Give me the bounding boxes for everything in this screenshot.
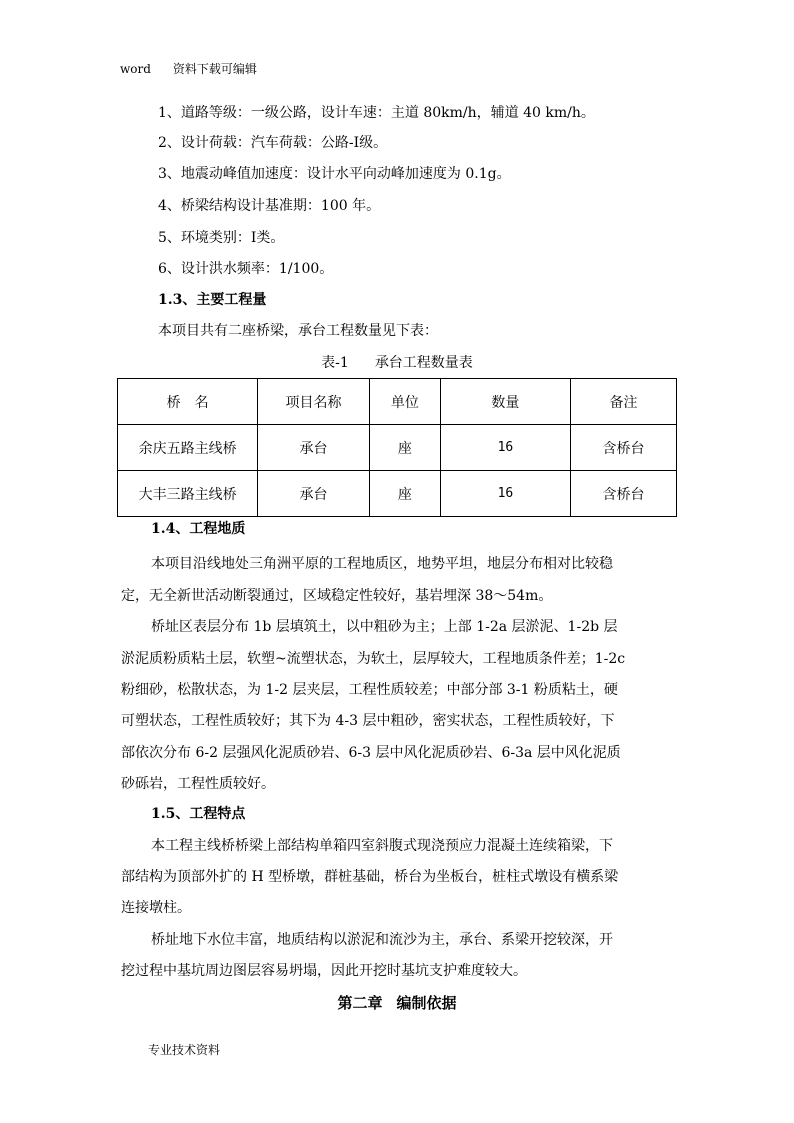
- table-caption: [0, 352, 794, 372]
- paragraph-line: 淤泥质粉质粘土层，软塑~流塑状态，为软土，层厚较大，工程地质条件差；1-2c: [121, 651, 626, 667]
- table-cell: 16: [440, 425, 570, 471]
- list-item: 4、桥梁结构设计基准期：100 年。: [158, 198, 381, 214]
- paragraph-line: 部依次分布 6-2 层强风化泥质砂岩、6-3 层中风化泥质砂岩、6-3a 层中风化泥质: [121, 745, 621, 761]
- table-cell: 余庆五路主线桥: [118, 425, 258, 471]
- paragraph-line: 粉细砂，松散状态，为 1-2 层夹层，工程性质较差；中部分部 3-1 粉质粘土，硬: [121, 682, 618, 698]
- table-cell: 承台: [258, 471, 370, 517]
- list-item: 6、设计洪水频率：1/100。: [158, 261, 334, 277]
- paragraph-line: 本工程主线桥桥梁上部结构单箱四室斜腹式现浇预应力混凝土连续箱梁，下: [151, 838, 613, 854]
- paragraph-line: 本项目沿线地处三角洲平原的工程地质区，地势平坦，地层分布相对比较稳: [151, 556, 613, 572]
- header-left: word: [120, 62, 151, 76]
- list-item: 3、地震动峰值加速度：设计水平向动峰加速度为 0.1g。: [158, 166, 511, 182]
- table-header-cell: 单位: [369, 379, 440, 425]
- table-caption-number: 表-1: [321, 355, 349, 371]
- paragraph-line: 桥址区表层分布 1b 层填筑土，以中粗砂为主；上部 1-2a 层淤泥、1-2b 层: [151, 619, 618, 635]
- chapter-number: 第二章: [337, 994, 383, 1012]
- table-header-cell: 备注: [570, 379, 676, 425]
- table-cell: 大丰三路主线桥: [118, 471, 258, 517]
- table-caption-title: 承台工程数量表: [374, 355, 473, 371]
- quantity-table: [117, 378, 677, 517]
- page-footer: 专业技术资料: [148, 1043, 221, 1057]
- paragraph-line: 挖过程中基坑周边图层容易坍塌，因此开挖时基坑支护难度较大。: [121, 963, 527, 979]
- table-cell: 16: [440, 471, 570, 517]
- list-item: 5、环境类别：Ⅰ类。: [158, 230, 285, 246]
- chapter-heading: [0, 992, 794, 1013]
- table-header-cell: 桥 名: [118, 379, 258, 425]
- table-header-cell: 项目名称: [258, 379, 370, 425]
- paragraph-line: 桥址地下水位丰富，地质结构以淤泥和流沙为主，承台、系梁开挖较深，开: [151, 932, 613, 948]
- paragraph-line: 部结构为顶部外扩的 H 型桥墩，群桩基础，桥台为坐板台，桩柱式墩设有横系梁: [121, 869, 619, 885]
- table-row: [118, 471, 677, 517]
- section-heading-1-3: 1.3、主要工程量: [158, 292, 267, 308]
- table-cell: 含桥台: [570, 471, 676, 517]
- chapter-title: 编制依据: [396, 994, 457, 1012]
- table-cell: 座: [369, 425, 440, 471]
- section-heading-1-5: 1.5、工程特点: [151, 806, 246, 822]
- page-header: [120, 60, 257, 77]
- table-cell: 含桥台: [570, 425, 676, 471]
- table-header-row: [118, 379, 677, 425]
- paragraph-line: 砂砾岩，工程性质较好。: [121, 776, 275, 792]
- paragraph-line: 可塑状态，工程性质较好；其下为 4-3 层中粗砂，密实状态，工程性质较好，下: [121, 713, 615, 729]
- table-cell: 座: [369, 471, 440, 517]
- table-header-cell: 数量: [440, 379, 570, 425]
- section-heading-1-4: 1.4、工程地质: [151, 521, 246, 537]
- paragraph-line: 连接墩柱。: [121, 900, 191, 916]
- table-cell: 承台: [258, 425, 370, 471]
- list-item: 2、设计荷载：汽车荷载：公路-Ⅰ级。: [158, 135, 388, 151]
- header-right: 资料下载可编辑: [172, 62, 257, 76]
- list-item: 1、道路等级：一级公路，设计车速：主道 80km/h，辅道 40 km/h。: [158, 105, 595, 121]
- paragraph-line: 定，无全新世活动断裂通过，区域稳定性较好，基岩埋深 38～54m。: [121, 588, 553, 604]
- section-intro: 本项目共有二座桥梁，承台工程数量见下表：: [158, 323, 438, 339]
- table-row: [118, 425, 677, 471]
